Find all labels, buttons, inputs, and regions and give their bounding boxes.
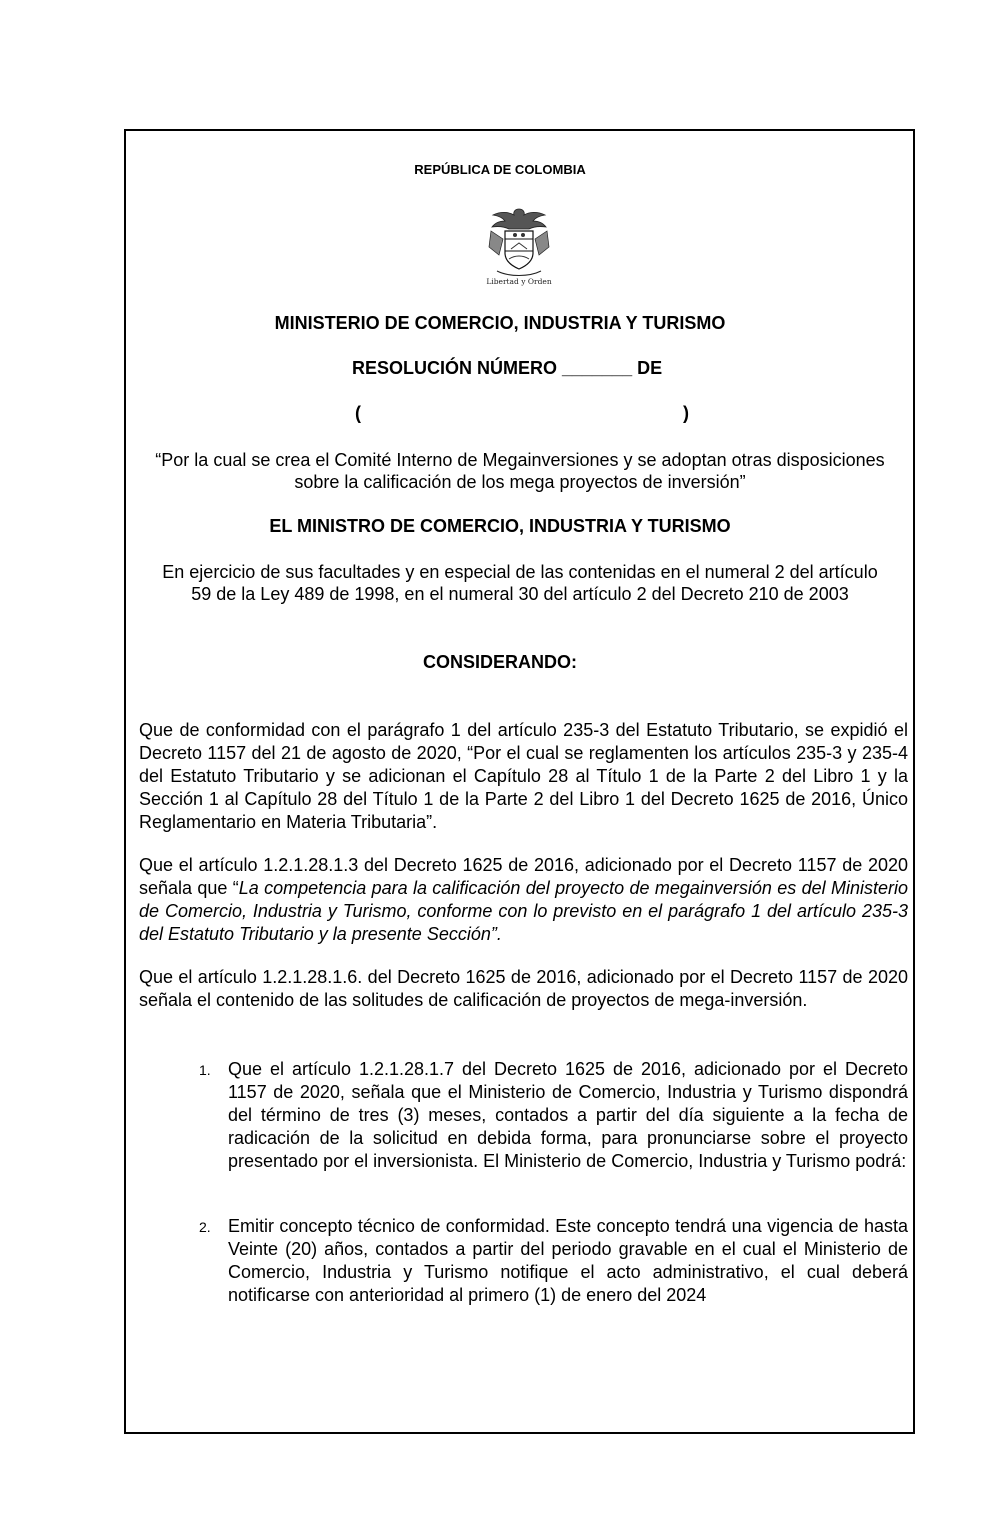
list-item: Emitir concepto técnico de conformidad. Este concepto tendrá una vigencia de hasta Veinte (20) años, contados a partir del periodo gravable en el cual el Ministerio de Comercio, Industria y Turismo notifique el acto administrativo, el cual deberá notificarse con anterioridad al primero (1) de enero del 2024 (228, 1216, 908, 1305)
country-heading: REPÚBLICA DE COLOMBIA (414, 162, 586, 177)
list-item-number: 1. (199, 1062, 211, 1078)
coat-of-arms-icon (485, 203, 553, 287)
paragraph-2-quote: La competencia para la calificación del proyecto de megainversión es del Ministerio de Comercio, Industria y Turismo, conforme con lo previsto en el parágrafo 1 del artículo 235-3 del Estatuto Tributario y la presente Sección”. (139, 878, 909, 944)
minister-heading: EL MINISTRO DE COMERCIO, INDUSTRIA Y TURISMO (269, 516, 731, 536)
date-open-paren: ( (355, 403, 361, 423)
considerando-paragraph-1: Que de conformidad con el parágrafo 1 del artículo 235-3 del Estatuto Tributario, se expidió el Decreto 1157 del 21 de agosto de 2020, “Por el cual se reglamenten los artículos 235-3 y 235-4 del Estatuto Tributario y se adicionan el Capítulo 28 al Título 1 de la Parte 2 del Libro 1 y la Sección 1 al Capítulo 28 del Título 1 de la Parte 2 del Libro 1 del Decreto 1625 de 2016, Único Reglamentario en Materia Tributaria”. (139, 720, 908, 832)
list-item: Que el artículo 1.2.1.28.1.7 del Decreto 1625 de 2016, adicionado por el Decreto 1157 de 2020, señala que el Ministerio de Comercio, Industria y Turismo dispondrá del término de tres (3) meses, contados a partir del día siguiente a la fecha de radicación de la solicitud en debida forma, para pronunciarse sobre el proyecto presentado por el inversionista. El Ministerio de Comercio, Industria y Turismo podrá: (228, 1059, 908, 1171)
paragraph-2-intro: Que el artículo 1.2.1.28.1.3 del Decreto 1625 de 2016, adicionado por el Decreto 1157 de 2020 señala que “ (139, 855, 908, 898)
resolution-subject: “Por la cual se crea el Comité Interno de Megainversiones y se adoptan otras disposiciones sobre la calificación de los mega proyectos de inversión” (155, 450, 885, 492)
ministry-heading: MINISTERIO DE COMERCIO, INDUSTRIA Y TURISMO (274, 313, 726, 333)
date-close-paren: ) (683, 403, 689, 423)
considerando-paragraph-3: Que el artículo 1.2.1.28.1.6. del Decreto 1625 de 2016, adicionado por el Decreto 1157 de 2020 señala el contenido de las solitudes de calificación de proyectos de mega-inversión. (139, 967, 908, 1010)
considerando-paragraph-2 (139, 854, 908, 946)
considerando-heading: CONSIDERANDO: (422, 652, 577, 672)
svg-text:Libertad y Orden: Libertad y Orden (486, 277, 552, 286)
powers-statement: En ejercicio de sus facultades y en especial de las contenidas en el numeral 2 del artículo 59 de la Ley 489 de 1998, en el numeral 30 del artículo 2 del Decreto 210 de 2003 (162, 562, 878, 604)
list-item-number: 2. (199, 1219, 211, 1235)
resolution-number: RESOLUCIÓN NÚMERO _______ DE (352, 358, 663, 378)
